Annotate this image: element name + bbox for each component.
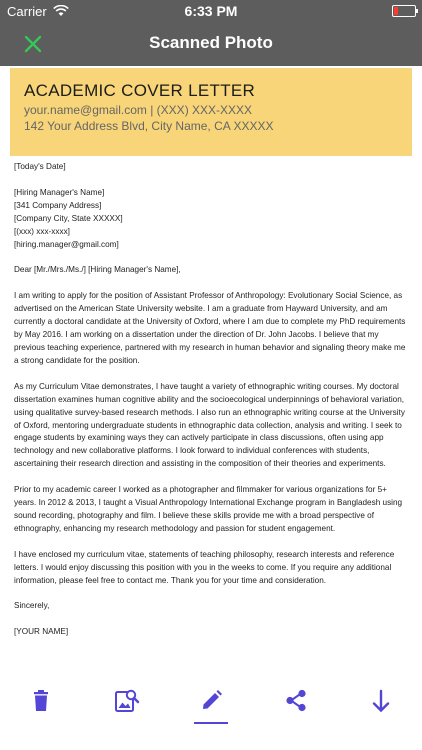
recipient-name: [Hiring Manager's Name] [14, 187, 105, 197]
recipient-address: [341 Company Address] [14, 200, 102, 210]
battery-level [394, 7, 398, 15]
letter-heading: ACADEMIC COVER LETTER [24, 81, 256, 100]
recipient-city: [Company City, State XXXXX] [14, 213, 123, 223]
contact-line: your.name@gmail.com | (XXX) XXX-XXXX [24, 103, 253, 117]
recipient-block [14, 187, 406, 252]
recipient-email: [hiring.manager@gmail.com] [14, 239, 119, 249]
share-icon[interactable] [281, 686, 311, 716]
address-line: 142 Your Address Blvd, City Name, CA XXXXX [24, 119, 274, 133]
paragraph-4: I have enclosed my curriculum vitae, statements of teaching philosophy, research interests and reference letters. I would enjoy discussing this position with you in the weeks to come. If you require any additional information, please feel free to contact me. Thank you for your time and consideration. [14, 549, 395, 585]
salutation: Dear [Mr./Mrs./Ms./] [Hiring Manager's Name], [14, 265, 181, 275]
bottom-toolbar [0, 680, 422, 750]
status-bar [0, 0, 422, 22]
paragraph-1: I am writing to apply for the position of Assistant Professor of Anthropology: Evolutionary Social Science, as advertised on the American State University website. I am a graduate from Hayward University, and am currently a doctoral candidate at the University of Oxford, where I am due to complete my PhD requirements by May 2016. I am working on a dissertation under the direction of Dr. John Jacobs. I believe that my previous teaching experience, partnered with my research in human behavior and signaling theory make me a strong candidate for the position. [14, 291, 406, 365]
closing: Sincerely, [14, 601, 50, 611]
recipient-phone: [(xxx) xxx-xxxx] [14, 226, 70, 236]
paragraph-2: As my Curriculum Vitae demonstrates, I have taught a variety of ethnographic writing courses. My doctoral dissertation examines human cognitive ability and the socioecological underpinnings of behavioral variation, using qualitative survey-based research methods. I also run an ethnographic writing course at the University of Oxford, mentoring undergraduate students in ethnographic data collection, analysis and writing. I seek to engage students by examining ways they can actively participate in class discussions, often using app technology and new collaborative platforms. I look forward to individual conferences with students, ascertaining their research direction and assisting in the composition of their theories and experiments. [14, 381, 405, 469]
carrier-label: Carrier [7, 4, 47, 19]
letter-body [14, 161, 406, 652]
page-title: Scanned Photo [149, 33, 273, 52]
scanned-document [0, 66, 422, 680]
pencil-icon[interactable] [196, 686, 226, 716]
status-time: 6:33 PM [184, 3, 238, 19]
paragraph-3: Prior to my academic career I worked as a photographer and filmmaker for various organizations for 5+ years. In 2012 & 2013, I taught a Visual Anthropology International Exchange program in Bangladesh using sound recording, photography and film. I believe these skills provide me with a broad perspective of ethnography, enhancing my research methodology and passion for student engagement. [14, 485, 403, 533]
image-search-icon[interactable] [111, 686, 141, 716]
battery-icon [392, 5, 416, 17]
trash-icon[interactable] [26, 686, 56, 716]
signature: [YOUR NAME] [14, 627, 69, 637]
battery-nub [416, 9, 418, 13]
letter-date: [Today's Date] [14, 162, 66, 171]
nav-bar [0, 22, 422, 66]
letter-header-banner [10, 68, 412, 156]
arrow-down-icon[interactable] [366, 686, 396, 716]
